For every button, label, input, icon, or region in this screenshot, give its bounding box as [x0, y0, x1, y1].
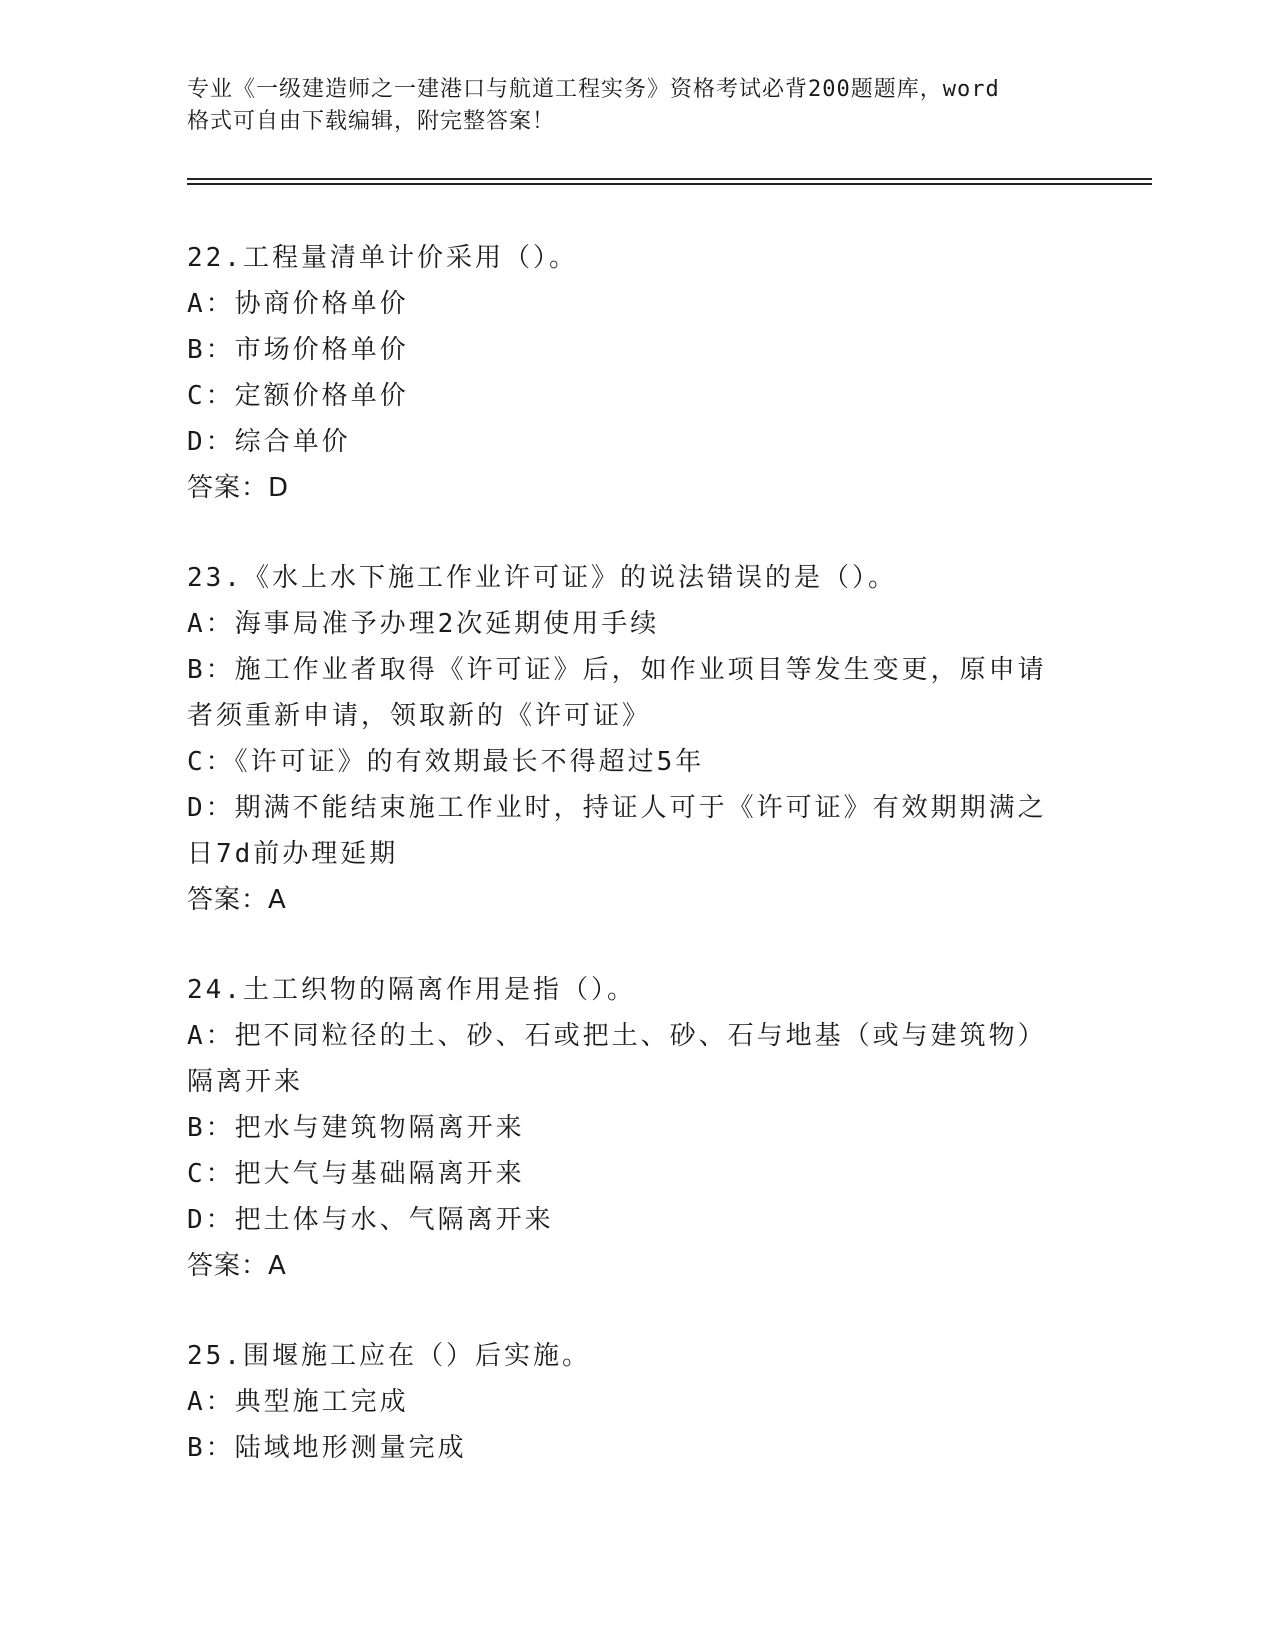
option-c: C：定额价格单价: [187, 381, 409, 411]
document-header: [187, 74, 1087, 138]
option-d: D：综合单价: [187, 427, 351, 457]
answer-label: 答案：A: [187, 1251, 287, 1281]
option-c: C：《许可证》的有效期最长不得超过5年: [187, 747, 705, 777]
answer-label: 答案：A: [187, 885, 287, 915]
answer-label: 答案：D: [187, 473, 290, 503]
option-a: A：海事局准予办理2次延期使用手续: [187, 609, 660, 639]
option-b: B：市场价格单价: [187, 335, 409, 365]
option-a: A：典型施工完成: [187, 1387, 409, 1417]
header-divider-bottom: [187, 183, 1152, 185]
option-b: B：施工作业者取得《许可证》后，如作业项目等发生变更，原申请者须重新申请，领取新的《许可证》: [187, 655, 1047, 731]
option-d: D：把土体与水、气隔离开来: [187, 1205, 554, 1235]
question-stem: 23.《水上水下施工作业许可证》的说法错误的是（）。: [187, 563, 897, 593]
header-line-1: 专业《一级建造师之一建港口与航道工程实务》资格考试必背200题题库，word: [187, 77, 1000, 102]
option-a: A：协商价格单价: [187, 289, 409, 319]
header-line-2: 格式可自由下载编辑，附完整答案！: [187, 109, 556, 134]
option-c: C：把大气与基础隔离开来: [187, 1159, 525, 1189]
question-25: [187, 1333, 1067, 1471]
question-22: [187, 235, 1067, 511]
question-24: [187, 967, 1067, 1289]
option-d: D：期满不能结束施工作业时，持证人可于《许可证》有效期期满之日7d前办理延期: [187, 793, 1047, 869]
question-stem: 24.土工织物的隔离作用是指（）。: [187, 975, 636, 1005]
option-b: B：把水与建筑物隔离开来: [187, 1113, 525, 1143]
question-stem: 22.工程量清单计价采用（）。: [187, 243, 578, 273]
option-a: A：把不同粒径的土、砂、石或把土、砂、石与地基（或与建筑物）隔离开来: [187, 1021, 1047, 1097]
question-23: [187, 555, 1067, 923]
option-b: B：陆域地形测量完成: [187, 1433, 467, 1463]
question-list: [187, 235, 1067, 1515]
question-stem: 25.围堰施工应在（）后实施。: [187, 1341, 591, 1371]
header-divider-top: [187, 178, 1152, 180]
